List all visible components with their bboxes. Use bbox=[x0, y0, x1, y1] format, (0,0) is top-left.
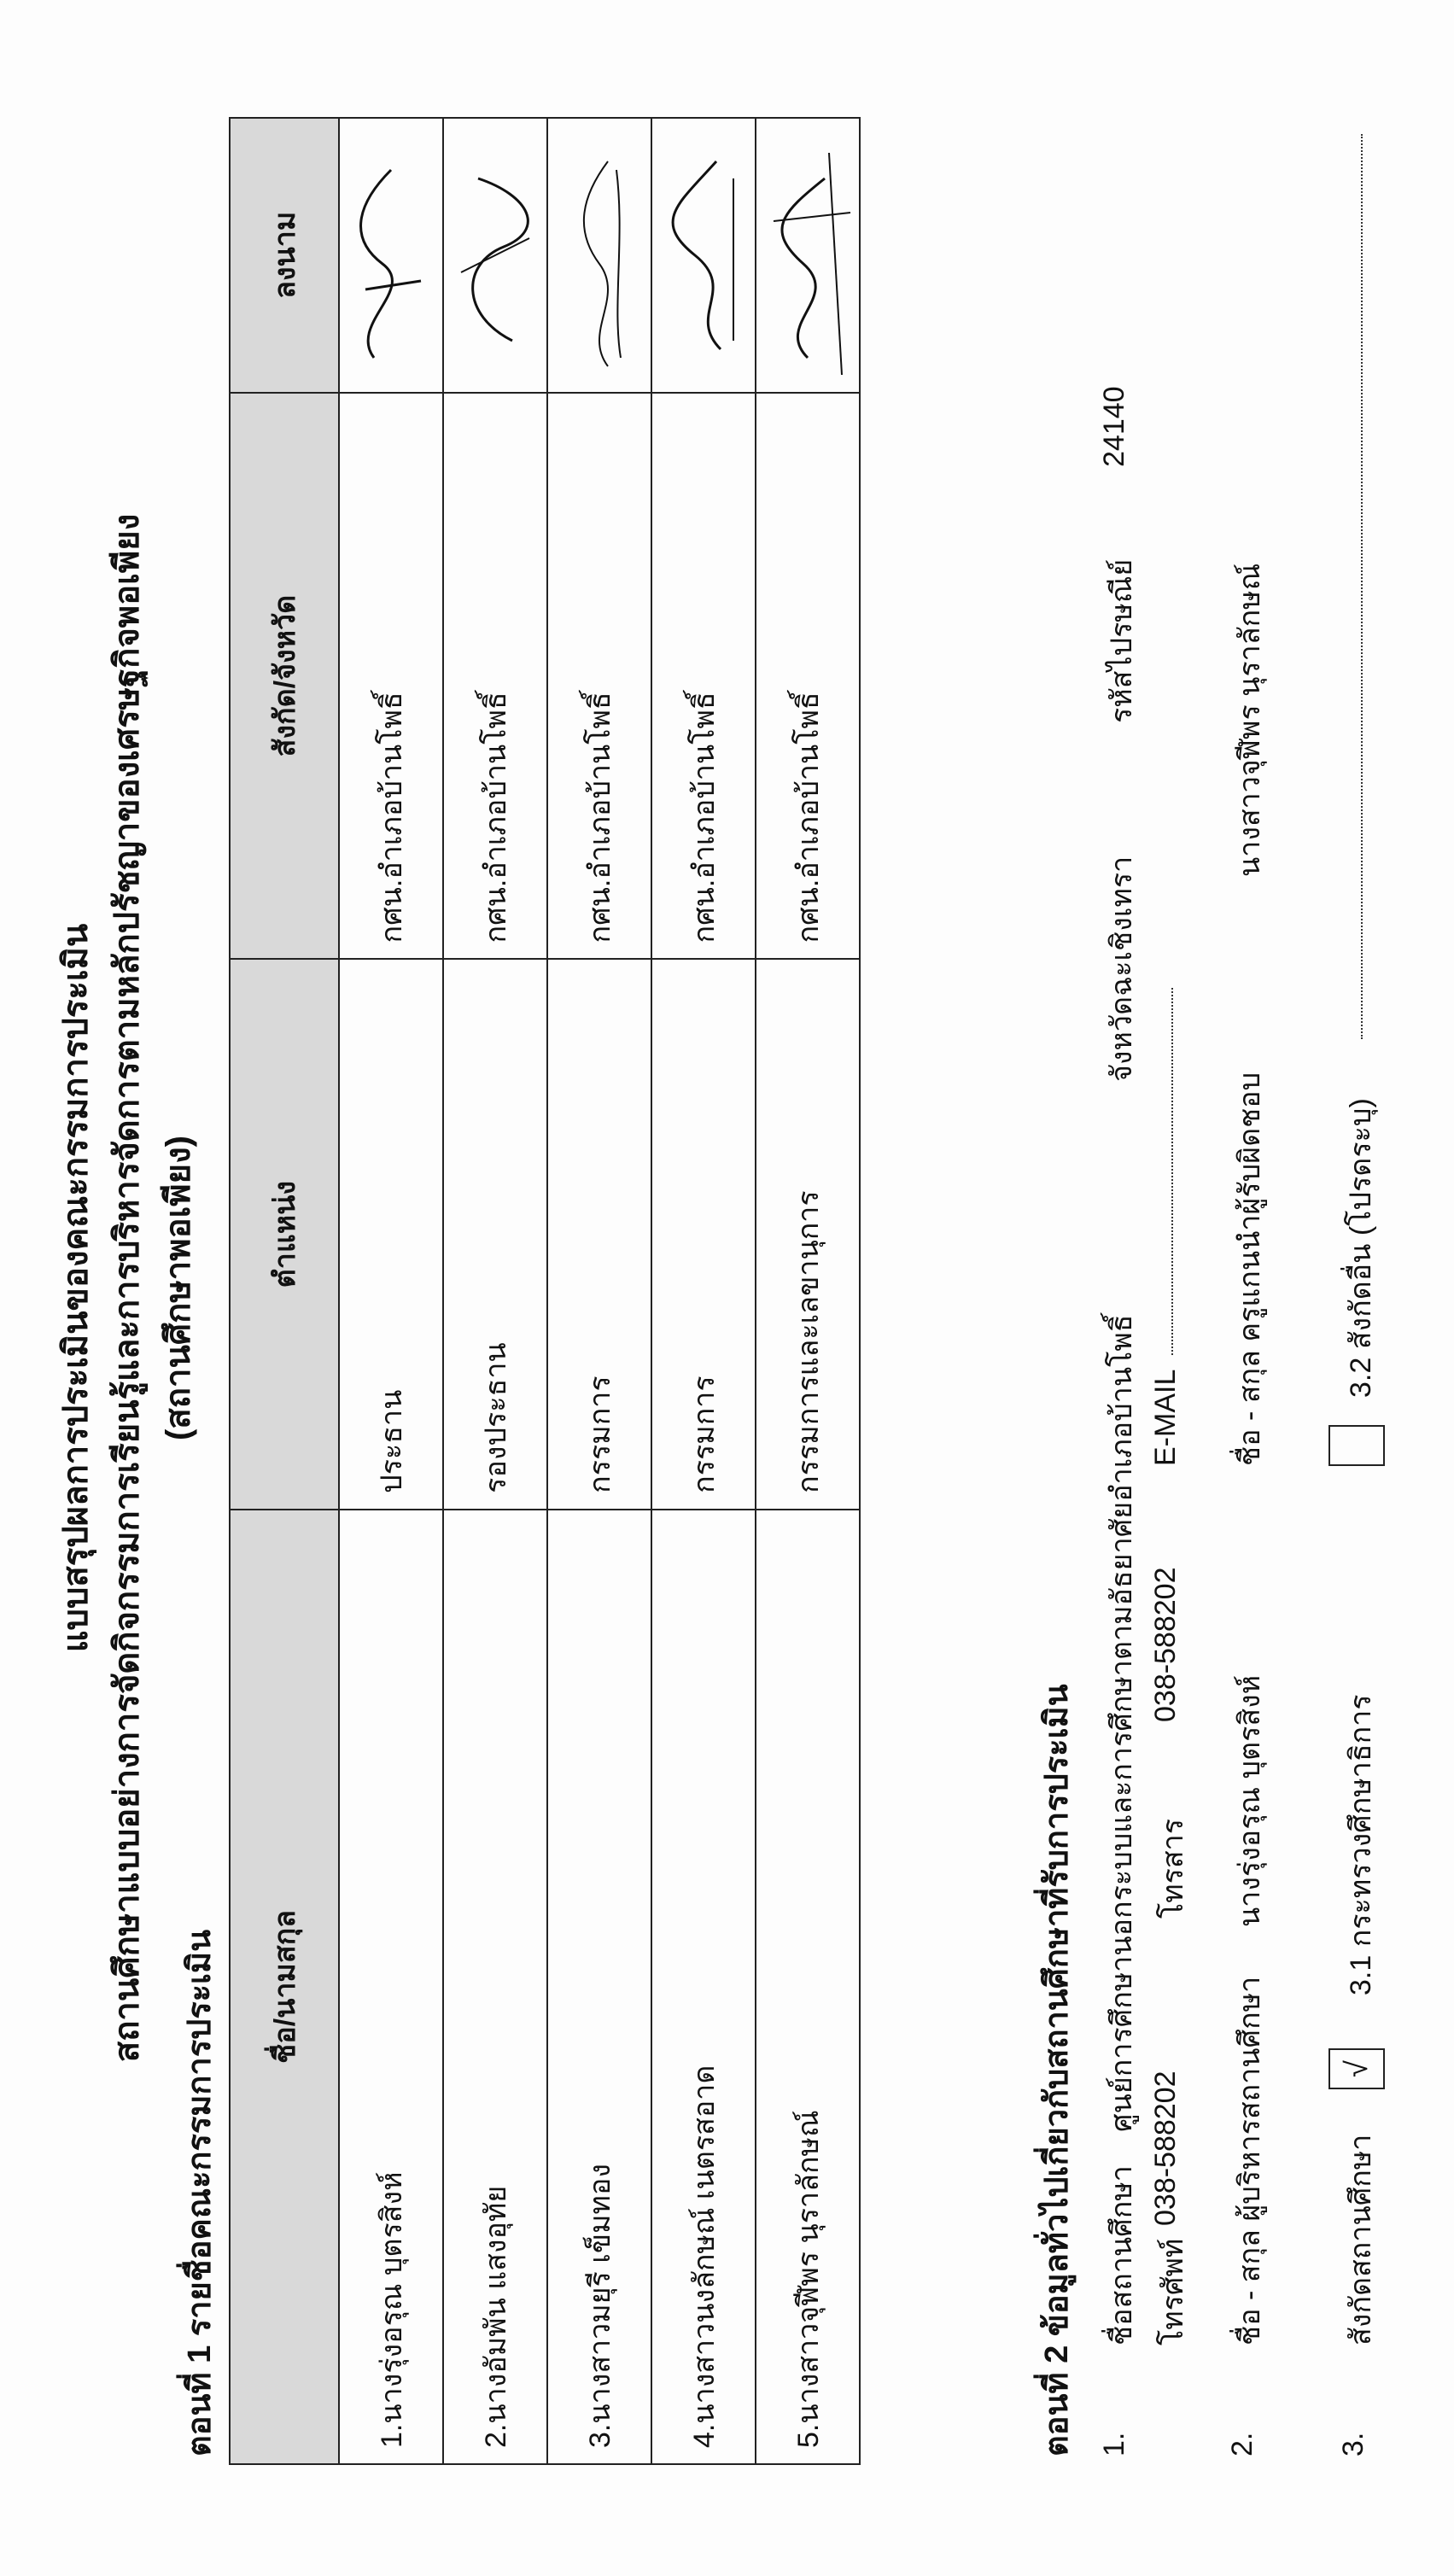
cell-name: 4.นางสาวนงลักษณ์ เนตรสอาด bbox=[651, 1510, 756, 2464]
teacher-label: ชื่อ - สกุล ครูแกนนำผู้รับผิดชอบ bbox=[1234, 1072, 1266, 1466]
phone-label: โทรศัพท์ bbox=[1157, 2238, 1189, 2345]
school-label: ชื่อสถานศึกษา bbox=[1106, 2165, 1138, 2345]
cell-signature bbox=[443, 118, 547, 393]
postcode-label: รหัสไปรษณีย์ bbox=[1106, 558, 1138, 723]
cell-affiliation: กศน.อำเภอบ้านโพธิ์ bbox=[651, 393, 756, 960]
postcode: 24140 bbox=[1098, 386, 1130, 467]
cell-signature bbox=[339, 118, 443, 393]
table-row bbox=[443, 118, 547, 2464]
col-header-signature: ลงนาม bbox=[230, 118, 339, 393]
table-row bbox=[756, 118, 860, 2464]
signature-image bbox=[444, 136, 546, 392]
email-label: E-MAIL bbox=[1149, 1369, 1182, 1466]
cell-position: กรรมการ bbox=[651, 959, 756, 1509]
cell-affiliation: กศน.อำเภอบ้านโพธิ์ bbox=[547, 393, 651, 960]
col-header-position: ตำแหน่ง bbox=[230, 959, 339, 1509]
cell-signature bbox=[756, 118, 860, 393]
fax-label: โทรสาร bbox=[1157, 1818, 1189, 1919]
signature-image bbox=[340, 136, 442, 392]
cell-affiliation: กศน.อำเภอบ้านโพธิ์ bbox=[443, 393, 547, 960]
form-subtitle-2: (สถานศึกษาพอเพียง) bbox=[160, 1136, 197, 1440]
option-other: 3.2 สังกัดอื่น (โปรดระบุ) bbox=[1345, 1098, 1377, 1398]
cell-name: 2.นางอัมพัน แสงอุทัย bbox=[443, 1510, 547, 2464]
col-header-name: ชื่อ/นามสกุล bbox=[230, 1510, 339, 2464]
table-row bbox=[339, 118, 443, 2464]
committee-table bbox=[229, 117, 861, 2465]
moe-checkbox[interactable]: √ bbox=[1328, 2048, 1385, 2089]
option-moe: 3.1 กระทรวงศึกษาธิการ bbox=[1345, 1694, 1377, 1995]
item3-number: 3. bbox=[1337, 2432, 1369, 2456]
signature-image bbox=[652, 136, 755, 392]
cell-position: กรรมการและเลขานุการ bbox=[756, 959, 860, 1509]
col-header-affiliation: สังกัด/จังหวัด bbox=[230, 393, 339, 960]
item2-number: 2. bbox=[1226, 2432, 1258, 2456]
teacher-name: นางสาวจุฬีพร นุราลักษณ์ bbox=[1234, 563, 1266, 877]
cell-name: 1.นางรุ่งอรุณ บุตรสิงห์ bbox=[339, 1510, 443, 2464]
table-header-row bbox=[230, 118, 339, 2464]
cell-name: 5.นางสาวจุฬีพร นุราลักษณ์ bbox=[756, 1510, 860, 2464]
cell-affiliation: กศน.อำเภอบ้านโพธิ์ bbox=[756, 393, 860, 960]
cell-signature bbox=[547, 118, 651, 393]
signature-image bbox=[548, 136, 651, 392]
phone: 038-588202 bbox=[1149, 2071, 1182, 2226]
table-row bbox=[651, 118, 756, 2464]
section2-title: ตอนที่ 2 ข้อมูลทั่วไปเกี่ยวกับสถานศึกษาที่รับการประเมิน bbox=[1039, 1684, 1075, 2456]
affiliation-label: สังกัดสถานศึกษา bbox=[1345, 2134, 1377, 2345]
cell-position: รองประธาน bbox=[443, 959, 547, 1509]
cell-name: 3.นางสาวมยุรี เข็มทอง bbox=[547, 1510, 651, 2464]
director-name: นางรุ่งอรุณ บุตรสิงห์ bbox=[1234, 1674, 1266, 1927]
cell-position: ประธาน bbox=[339, 959, 443, 1509]
form-title: แบบสรุปผลการประเมินของคณะกรรมการประเมิน bbox=[57, 923, 95, 1653]
cell-signature bbox=[651, 118, 756, 393]
table-row bbox=[547, 118, 651, 2464]
cell-position: กรรมการ bbox=[547, 959, 651, 1509]
cell-affiliation: กศน.อำเภอบ้านโพธิ์ bbox=[339, 393, 443, 960]
province: จังหวัดฉะเชิงเทรา bbox=[1106, 856, 1138, 1082]
director-label: ชื่อ - สกุล ผู้บริหารสถานศึกษา bbox=[1234, 1976, 1266, 2345]
section1-title: ตอนที่ 1 รายชื่อคณะกรรมการประเมิน bbox=[182, 1929, 218, 2456]
item1-number: 1. bbox=[1098, 2432, 1130, 2456]
fax: 038-588202 bbox=[1149, 1567, 1182, 1722]
signature-image bbox=[756, 136, 859, 392]
other-blank bbox=[1361, 134, 1363, 1039]
school-name: ศูนย์การศึกษานอกระบบและการศึกษาตามอัธยาศัยอำเภอบ้านโพธิ์ bbox=[1106, 1314, 1138, 2132]
form-subtitle: สถานศึกษาแบบอย่างการจัดกิจกรรมการเรียนรู้และการบริหารจัดการตามหลักปรัชญาของเศรษฐกิจพอเพียง bbox=[108, 513, 146, 2063]
email-blank bbox=[1171, 988, 1173, 1355]
other-checkbox[interactable] bbox=[1328, 1425, 1385, 1466]
